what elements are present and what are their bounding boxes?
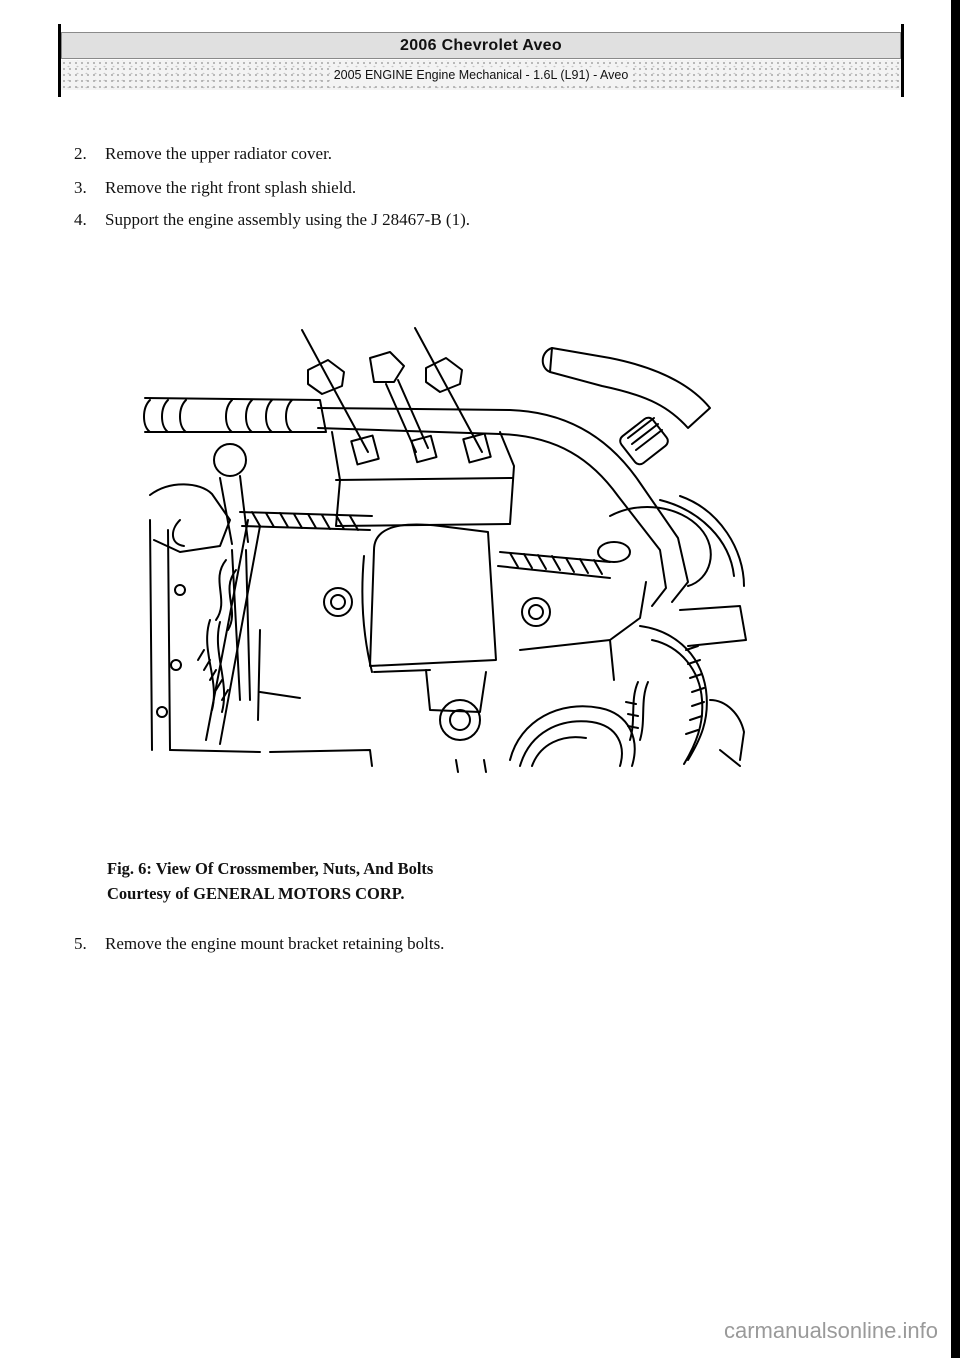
document-header [58, 24, 904, 97]
step-2 [74, 144, 332, 164]
step-4 [74, 210, 470, 230]
crossmember-line-drawing [140, 320, 770, 775]
figure-caption [107, 856, 433, 906]
page-edge-bar [951, 0, 960, 1358]
site-watermark: carmanualsonline.info [723, 1318, 938, 1343]
header-subtitle-bar [61, 60, 901, 90]
step-3 [74, 178, 356, 198]
engine-mount-illustration [140, 320, 770, 775]
step-text: Support the engine assembly using the J 28467-B (1). [105, 210, 470, 229]
step-text: Remove the right front splash shield. [105, 178, 357, 197]
document-title: 2006 Chevrolet Aveo [400, 36, 562, 54]
figure-caption-credit: Courtesy of GENERAL MOTORS CORP. [107, 884, 405, 903]
step-number: 3. [74, 178, 87, 197]
step-number: 4. [74, 210, 87, 229]
step-5 [74, 934, 444, 954]
step-number: 2. [74, 144, 87, 163]
figure-caption-title: Fig. 6: View Of Crossmember, Nuts, And Bolts [107, 859, 434, 878]
step-text: Remove the engine mount bracket retaining bolts. [105, 934, 445, 953]
header-title-bar [61, 32, 901, 59]
document-subtitle: 2005 ENGINE Engine Mechanical - 1.6L (L91) - Aveo [330, 68, 633, 82]
step-number: 5. [74, 934, 87, 953]
step-text: Remove the upper radiator cover. [105, 144, 333, 163]
